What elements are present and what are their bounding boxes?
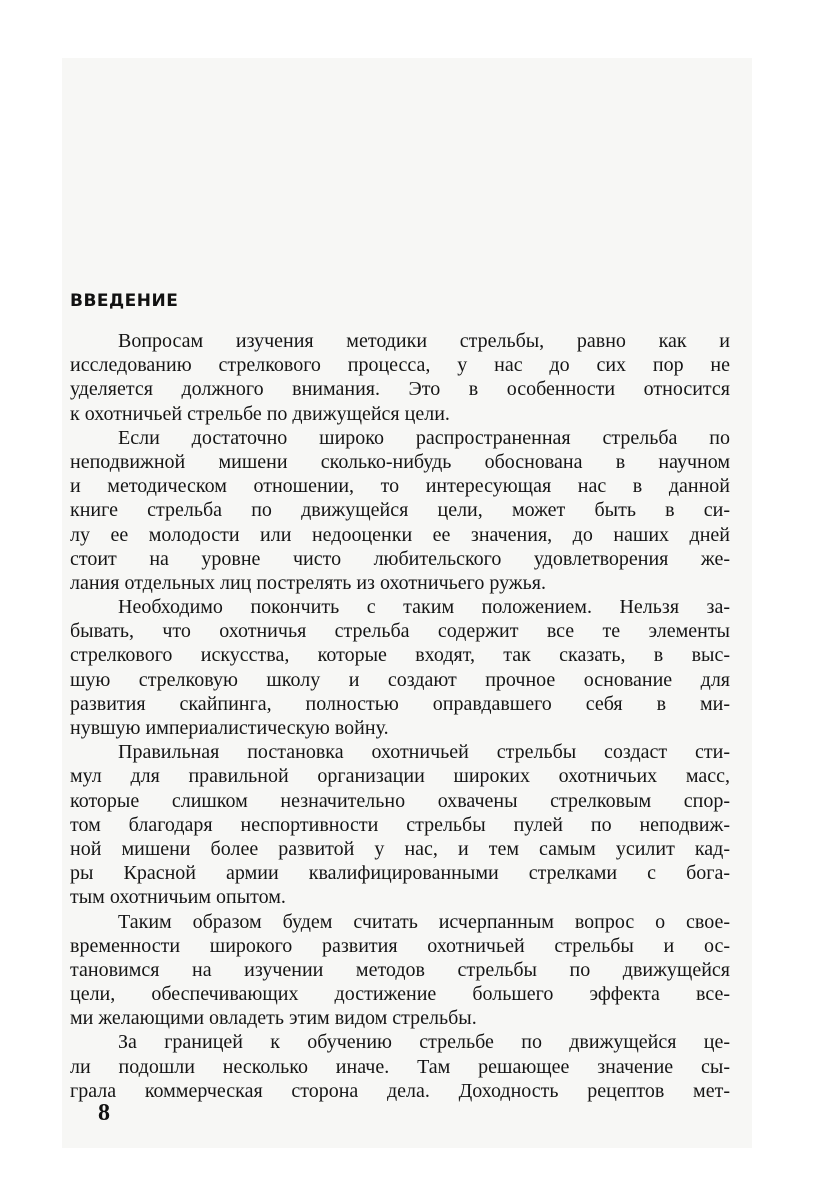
text-line: уделяется должного внимания. Это в особенности относится	[70, 378, 730, 401]
text-line: бывать, что охотничья стрельба содержит все те элементы	[70, 620, 730, 643]
text-line: нувшую империалистическую войну.	[70, 717, 389, 739]
text-line: Если достаточно широко распространенная стрельба по	[118, 426, 730, 449]
text-line: Таким образом будем считать исчерпанным вопрос о свое-	[118, 910, 730, 933]
text-line: тановимся на изучении методов стрельбы по движущейся	[70, 958, 730, 981]
text-line: исследованию стрелкового процесса, у нас до сих пор не	[70, 354, 730, 377]
text-line: неподвижной мишени сколько-нибудь обоснована в научном	[70, 450, 730, 473]
text-line: шую стрелковую школу и создают прочное основание для	[70, 668, 730, 691]
page-number: 8	[98, 1100, 110, 1126]
text-line: Правильная постановка охотничьей стрельбы создаст сти-	[118, 741, 730, 764]
text-line: мул для правильной организации широких охотничьих масс,	[70, 765, 730, 788]
text-line: книге стрельба по движущейся цели, может быть в си-	[70, 499, 730, 522]
section-heading: ВВЕДЕНИЕ	[70, 291, 179, 311]
text-line: ли подошли несколько иначе. Там решающее значение сы-	[70, 1055, 730, 1078]
text-line: ной мишени более развитой у нас, и тем самым усилит кад-	[70, 837, 730, 860]
text-line: грала коммерческая сторона дела. Доходность рецептов мет-	[70, 1079, 730, 1102]
body-text	[70, 329, 730, 1103]
text-line: ми желающими овладеть этим видом стрельбы.	[70, 1007, 477, 1030]
text-line: том благодаря неспортивности стрельбы пулей по неподвиж-	[70, 813, 730, 836]
text-line: к охотничьей стрельбе по движущейся цели.	[70, 402, 450, 425]
text-line: ры Красной армии квалифицированными стрелками с бога-	[70, 862, 730, 885]
text-line: стрелкового искусства, которые входят, так сказать, в выс-	[70, 644, 730, 667]
text-line: лания отдельных лиц пострелять из охотничьего ружья.	[70, 571, 546, 594]
text-line: Вопросам изучения методики стрельбы, равно как и	[118, 330, 730, 352]
text-line: стоит на уровне чисто любительского удовлетворения же-	[70, 547, 730, 570]
text-line: Необходимо покончить с таким положением. Нельзя за-	[118, 596, 730, 619]
text-line: тым охотничьим опытом.	[70, 886, 286, 909]
text-line: и методическом отношении, то интересующая нас в данной	[70, 475, 730, 498]
text-line: которые слишком незначительно охвачены стрелковым спор-	[70, 789, 730, 812]
text-line: цели, обеспечивающих достижение большего эффекта все-	[70, 983, 730, 1006]
text-line: временности широкого развития охотничьей стрельбы и ос-	[70, 934, 730, 957]
text-line: лу ее молодости или недооценки ее значения, до наших дней	[70, 523, 730, 546]
text-line: За границей к обучению стрельбе по движущейся це-	[118, 1031, 730, 1054]
text-line: развития скайпинга, полностью оправдавшего себя в ми-	[70, 692, 730, 715]
